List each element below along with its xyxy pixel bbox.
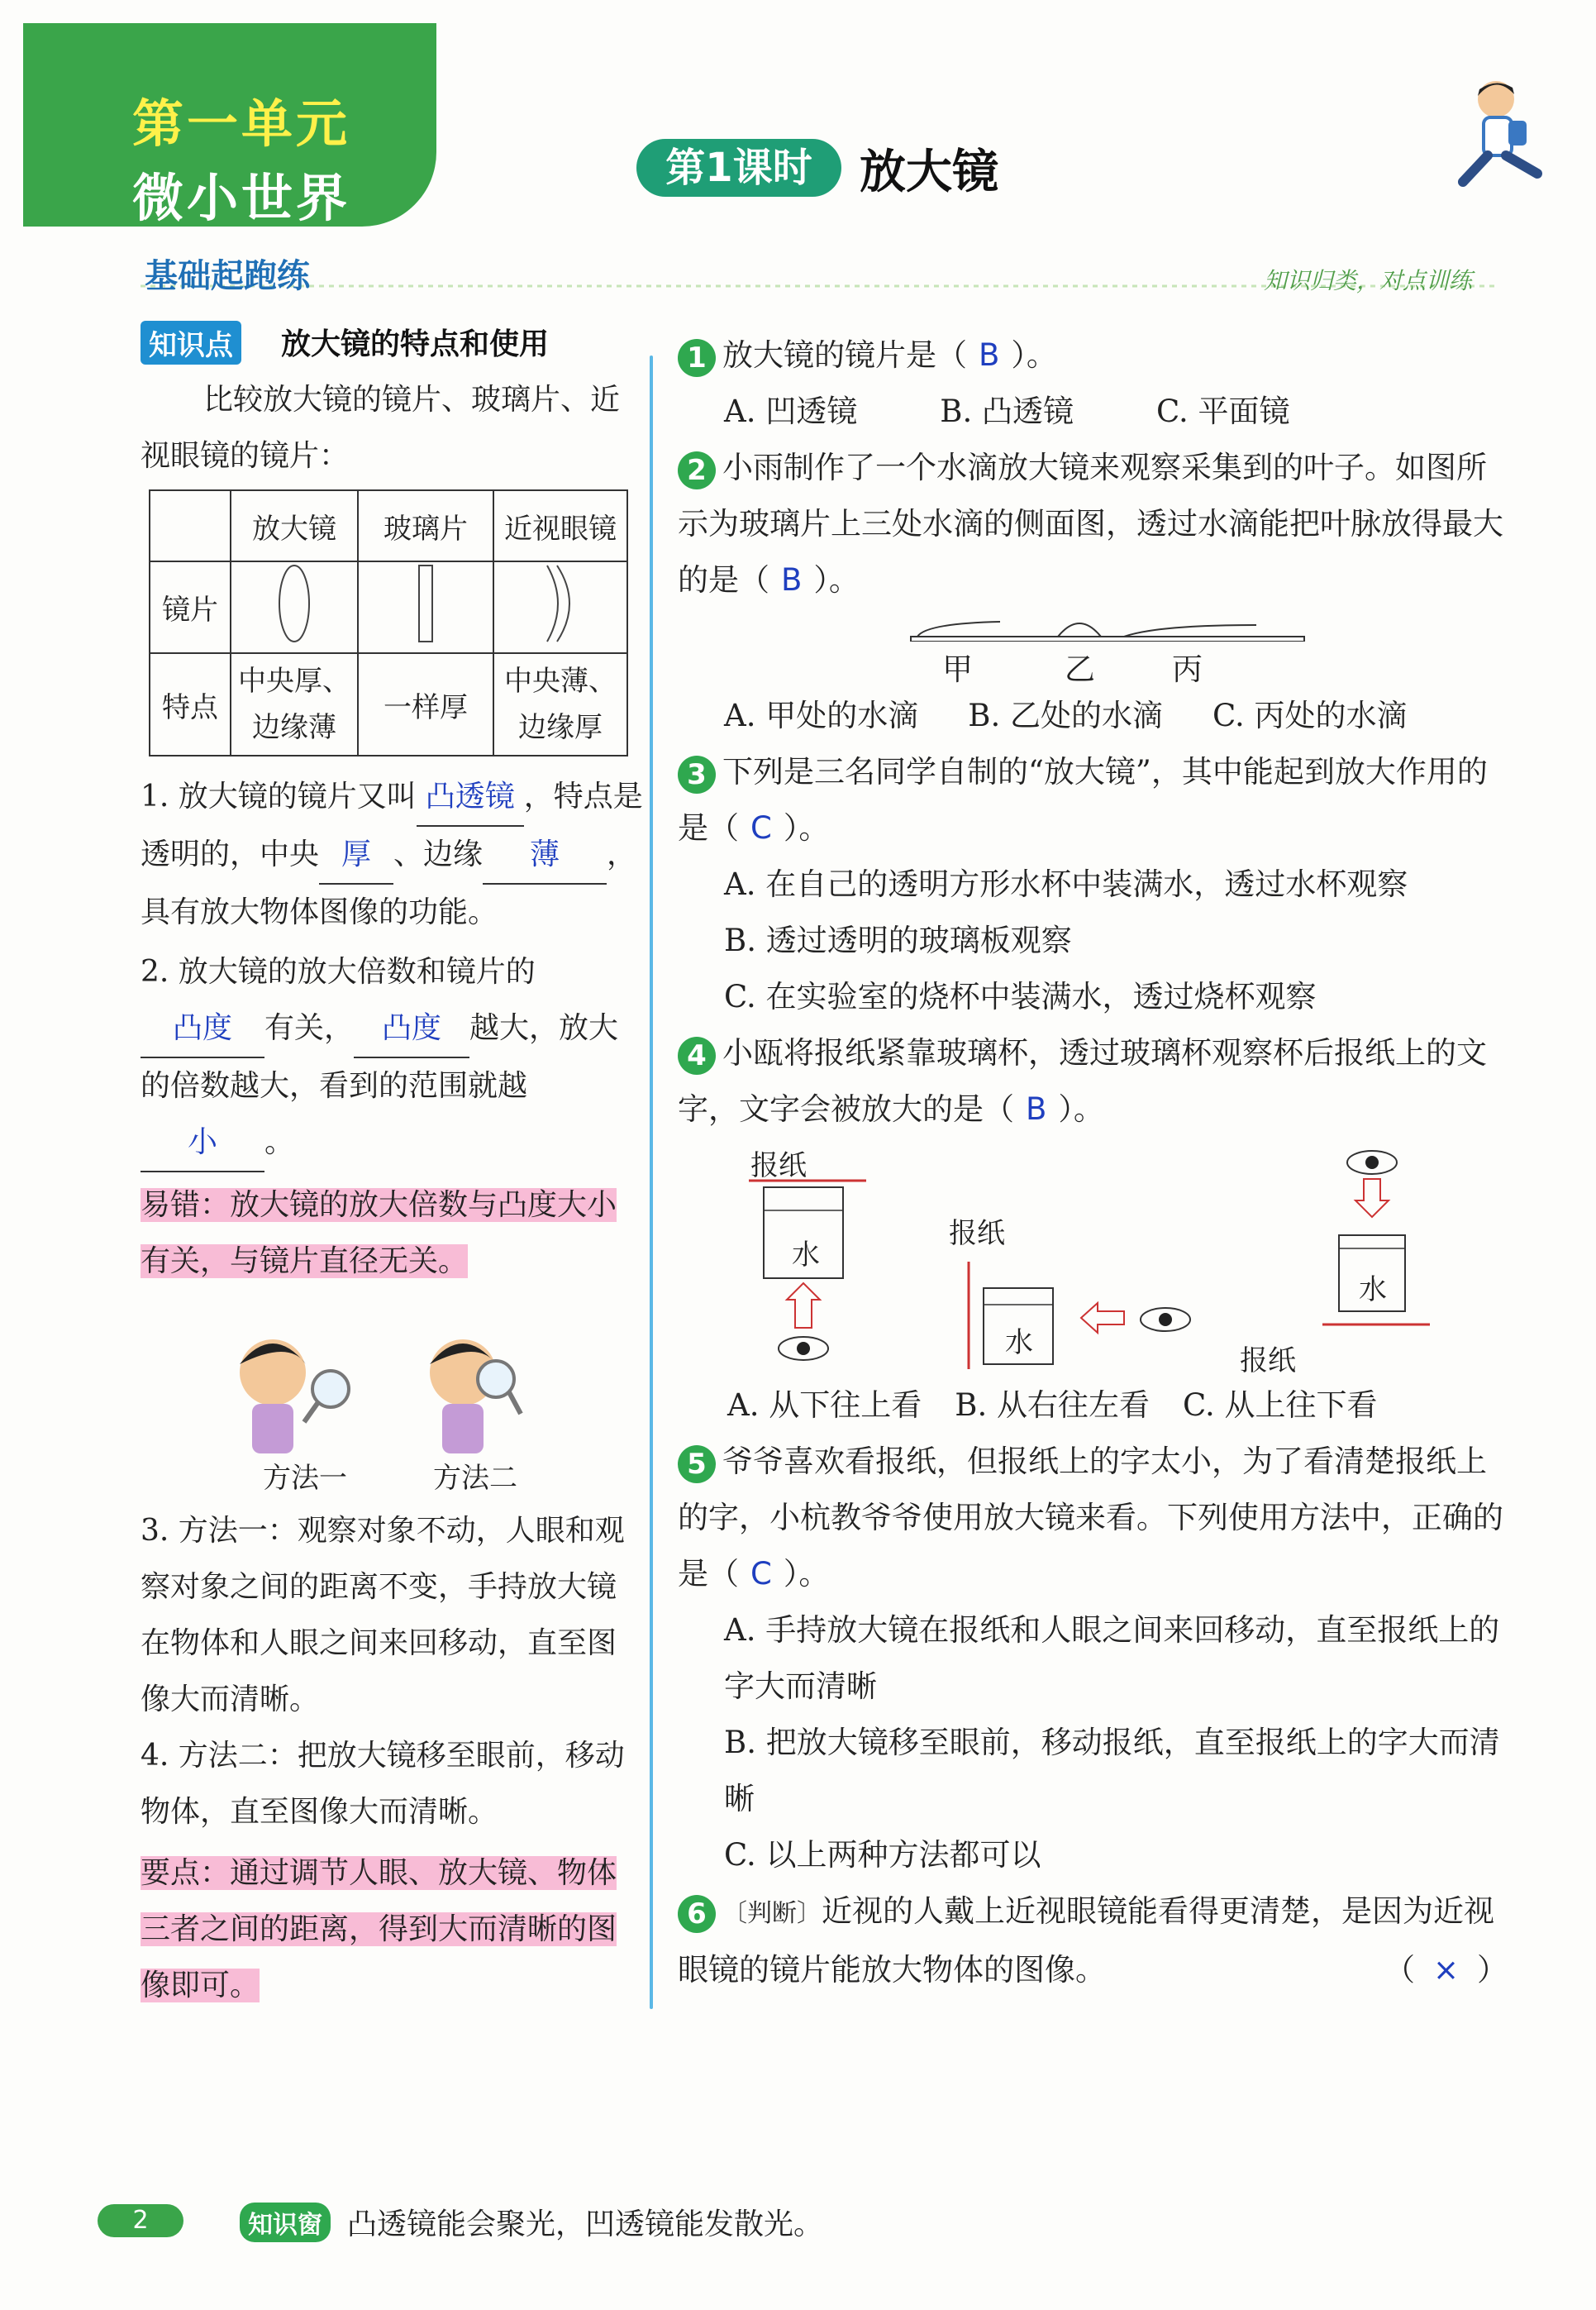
answer: B	[1026, 1091, 1047, 1127]
fig-label-water-a: 水	[792, 1239, 820, 1272]
table-header-glass: 玻璃片	[358, 490, 493, 561]
knowledge-item-4: 4. 方法二：把放大镜移至眼前，移动物体，直至图像大而清晰。	[141, 1739, 625, 1829]
lens-comparison-table	[149, 489, 628, 756]
option-a: A. 在自己的透明方形水杯中装满水，透过水杯观察	[724, 866, 1408, 902]
options: A. 甲处的水滴 B. 乙处的水滴 C. 丙处的水滴	[724, 698, 1408, 733]
fig-label-newspaper-c: 报纸	[1240, 1344, 1296, 1377]
question-number: 4	[678, 1037, 716, 1075]
question-number: 2	[678, 451, 716, 489]
question-number: 5	[678, 1445, 716, 1483]
fig-label-newspaper-b: 报纸	[949, 1217, 1005, 1250]
exercise-column	[678, 327, 1513, 1998]
tip-easy-mistake: 易错：放大镜的放大倍数与凸度大小有关，与镜片直径无关。	[141, 1188, 617, 1278]
fig-label-water-c: 水	[1359, 1273, 1387, 1306]
tip-key-point: 要点：通过调节人眼、放大镜、物体三者之间的距离，得到大而清晰的图像即可。	[141, 1856, 617, 2002]
answer: B	[781, 562, 803, 598]
question-3: 3 下列是三名同学自制的“放大镜”，其中能起到放大作用的是（ C ）。 A. 在自己的透明方形水杯中装满水，透过水杯观察 B. 透过透明的玻璃板观察 C. 在实验室的烧杯中装满水，透过烧杯观察	[678, 744, 1513, 1025]
lesson-title: 放大镜	[860, 146, 998, 199]
answer: ×	[1432, 1952, 1459, 1988]
question-number: 3	[678, 756, 716, 794]
lesson-badge: 第1课时	[636, 139, 841, 197]
unit-subtitle: 微小世界	[132, 168, 351, 228]
method-illustrations	[215, 1323, 579, 1472]
option-c: C. 在实验室的烧杯中装满水，透过烧杯观察	[724, 979, 1317, 1014]
footer-text: 凸透镜能会聚光，凹透镜能发散光。	[347, 2207, 824, 2241]
options: A. 从下往上看 B. 从右往左看 C. 从上往下看	[727, 1387, 1378, 1423]
page-number: 2	[98, 2204, 183, 2237]
section-right-caption: 知识归类，对点训练	[1263, 267, 1472, 294]
question-5: 5 爷爷喜欢看报纸，但报纸上的字太小，为了看清楚报纸上的字，小杭教爷爷使用放大镜来看。下列使用方法中，正确的是（ C ）。 A. 手持放大镜在报纸和人眼之间来回移动，直至报纸上的字大而清晰 B. 把放大镜移至眼前，移动报纸，直至报纸上的字大而清晰 C. 以上两种方法都可以	[678, 1434, 1513, 1883]
option-b: B. 透过透明的玻璃板观察	[724, 923, 1072, 958]
feature-glass: 一样厚	[358, 653, 493, 756]
cup-newspaper-figure	[678, 1138, 1513, 1377]
option-c: C. 以上两种方法都可以	[724, 1837, 1041, 1873]
glass-plate-shape	[358, 561, 493, 653]
question-2: 2 小雨制作了一个水滴放大镜来观察采集到的叶子。如图所示为玻璃片上三处水滴的侧面图，透过水滴能把叶脉放得最大的是（ B ）。 甲 乙 丙 A. 甲处的水滴 B. 乙处的水滴 C. 丙处的水滴	[678, 440, 1513, 744]
table-row-label-lens: 镜片	[150, 561, 231, 653]
fig-label-water-b: 水	[1005, 1326, 1033, 1359]
fig-label-jia: 甲	[942, 651, 973, 687]
method-2-label: 方法二	[433, 1462, 517, 1495]
knowledge-item-1: 1. 放大镜的镜片又叫 凸透镜 ，特点是透明的，中央 厚 、边缘 薄 ，具有放大物体图像的功能。	[141, 769, 645, 941]
option-a: A. 手持放大镜在报纸和人眼之间来回移动，直至报纸上的字大而清晰	[724, 1612, 1500, 1704]
table-header-magnifier: 放大镜	[231, 490, 358, 561]
feature-myopia: 中央薄、边缘厚	[493, 653, 627, 756]
fig-label-newspaper-a: 报纸	[750, 1149, 807, 1182]
method-1-label: 方法一	[263, 1462, 347, 1495]
knowledge-items-block-1	[141, 769, 645, 1290]
table-row-label-feature: 特点	[150, 653, 231, 756]
column-divider	[650, 356, 653, 2009]
knowledge-items-block-2	[141, 1503, 645, 2014]
answer: C	[750, 1556, 772, 1592]
unit-title: 第一单元	[132, 93, 351, 154]
fig-label-yi: 乙	[1065, 651, 1095, 687]
knowledge-item-3: 3. 方法一：观察对象不动，人眼和观察对象之间的距离不变，手持放大镜在物体和人眼之间来回移动，直至图像大而清晰。	[141, 1514, 625, 1716]
question-6: 6 〔判断〕近视的人戴上近视眼镜能看得更清楚，是因为近视眼镜的镜片能放大物体的图像。 （ × ）	[678, 1893, 1508, 1988]
feature-magnifier: 中央厚、边缘薄	[231, 653, 358, 756]
table-corner	[150, 490, 231, 561]
knowledge-item-2: 2. 放大镜的放大倍数和镜片的凸度 有关， 凸度 越大，放大的倍数越大，看到的范围就越小 。	[141, 944, 645, 1172]
option-b: B. 把放大镜移至眼前，移动报纸，直至报纸上的字大而清晰	[724, 1725, 1500, 1816]
answer: B	[979, 337, 1000, 373]
judge-tag: 〔判断〕	[722, 1899, 822, 1928]
convex-lens-shape	[231, 561, 358, 653]
section-label: 基础起跑练	[145, 257, 310, 295]
footer-tag: 知识窗	[240, 2203, 331, 2242]
question-number: 6	[678, 1895, 716, 1933]
fig-label-bing: 丙	[1172, 651, 1203, 687]
knowledge-title: 放大镜的特点和使用	[281, 327, 550, 361]
table-header-myopia: 近视眼镜	[493, 490, 627, 561]
question-1: 1 放大镜的镜片是（ B ）。 A. 凹透镜 B. 凸透镜 C. 平面镜	[678, 327, 1513, 440]
water-drop-figure	[909, 609, 1513, 688]
concave-lens-shape	[493, 561, 627, 653]
question-4: 4 小瓯将报纸紧靠玻璃杯，透过玻璃杯观察杯后报纸上的文字，文字会被放大的是（ B ）。 报纸 水 报纸 水 水 报纸 A. 从下往上看 B. 从右往左看 C. 从上往下看	[678, 1025, 1513, 1434]
running-boy-illustration	[1438, 74, 1570, 198]
question-number: 1	[678, 339, 716, 377]
options: A. 凹透镜 B. 凸透镜 C. 平面镜	[724, 394, 1290, 429]
answer: C	[750, 810, 772, 846]
knowledge-tag: 知识点	[141, 321, 241, 365]
knowledge-intro: 比较放大镜的镜片、玻璃片、近视眼镜的镜片：	[141, 383, 621, 473]
